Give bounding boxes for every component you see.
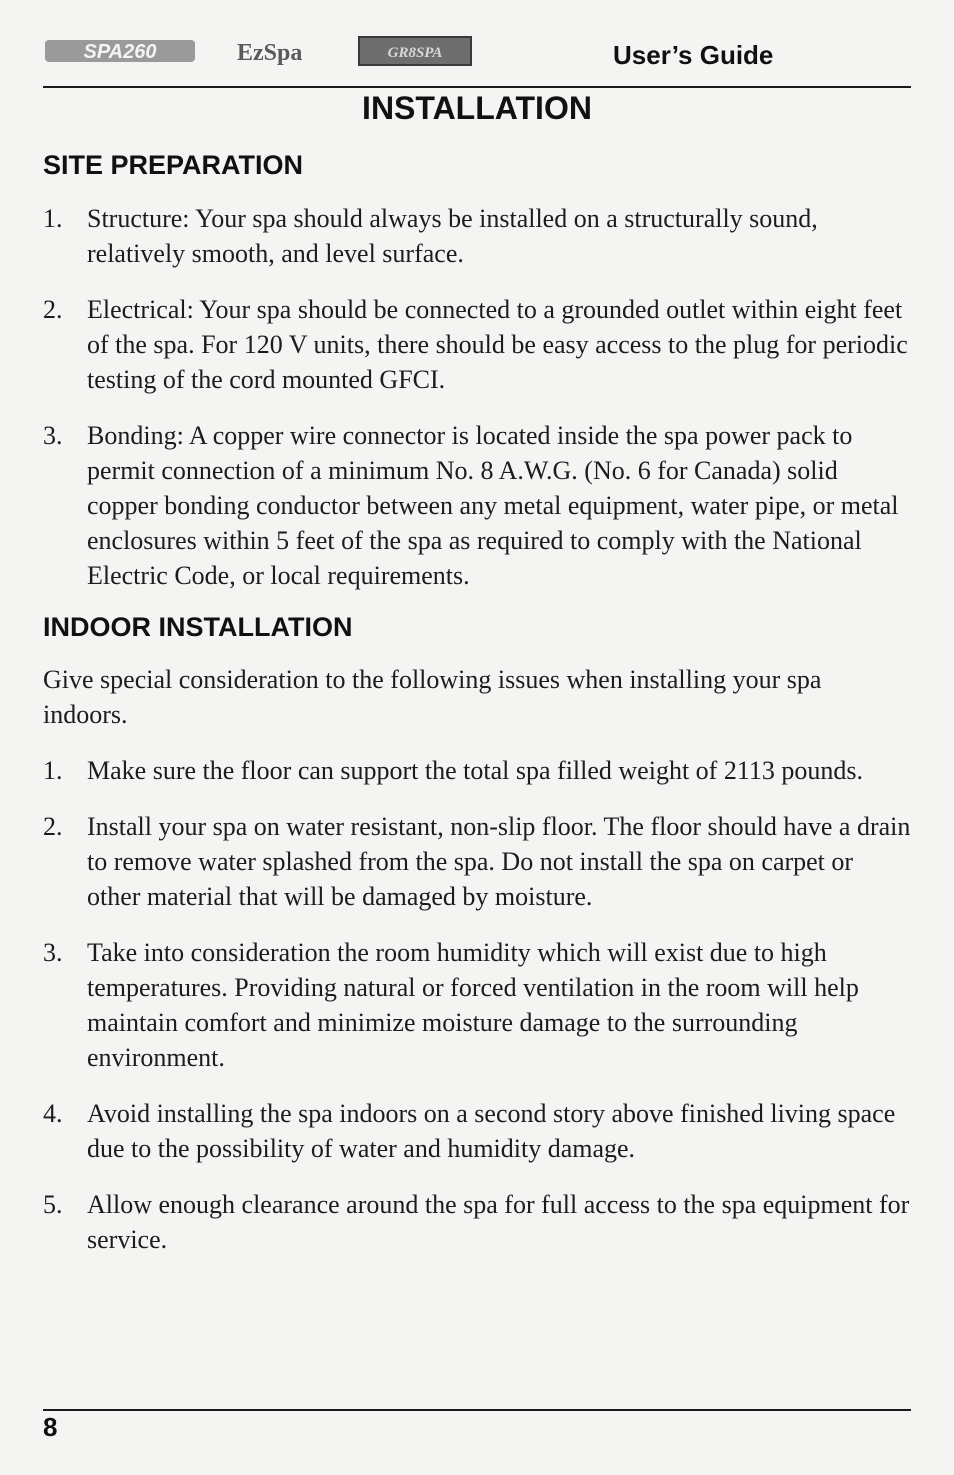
list-text: Install your spa on water resistant, non-slip floor. The floor should have a drain to remove water splashed from the spa. Do not install the spa on carpet or other material that will be damaged by moisture. bbox=[87, 812, 911, 911]
list-text: Electrical: Your spa should be connected to a grounded outlet within eight feet of the spa. For 120 V units, there should be easy access to the plug for periodic testing of the cord mounted GFCI. bbox=[87, 295, 908, 394]
spa260-logo-text: SPA260 bbox=[83, 41, 157, 63]
list-number: 5. bbox=[43, 1190, 63, 1219]
header-divider bbox=[43, 86, 911, 88]
indoor-item-floor-type bbox=[43, 809, 911, 914]
ezspa-logo bbox=[235, 36, 325, 66]
list-text: Avoid installing the spa indoors on a second story above finished living space due to the possibility of water and humidity damage. bbox=[87, 1099, 896, 1163]
gr8spa-logo bbox=[358, 34, 478, 68]
site-preparation-heading: SITE PREPARATION bbox=[43, 150, 304, 180]
site-item-bonding bbox=[43, 418, 911, 593]
spa260-logo bbox=[45, 36, 205, 66]
indoor-item-humidity bbox=[43, 935, 911, 1075]
list-number: 1. bbox=[43, 204, 63, 233]
list-text: Make sure the floor can support the total spa filled weight of 2113 pounds. bbox=[87, 756, 863, 785]
list-number: 3. bbox=[43, 421, 63, 450]
list-number: 3. bbox=[43, 938, 63, 967]
list-number: 2. bbox=[43, 812, 63, 841]
list-number: 2. bbox=[43, 295, 63, 324]
list-number: 1. bbox=[43, 756, 63, 785]
list-number: 4. bbox=[43, 1099, 63, 1128]
indoor-intro: Give special consideration to the following issues when installing your spa indoors. bbox=[43, 665, 822, 729]
page-header bbox=[43, 28, 911, 86]
ezspa-logo-text: EzSpa bbox=[237, 40, 303, 66]
site-item-electrical bbox=[43, 292, 911, 397]
site-item-structure bbox=[43, 201, 911, 271]
gr8spa-logo-text: GR8SPA bbox=[387, 45, 443, 61]
list-text: Structure: Your spa should always be installed on a structurally sound, relatively smooth, and level surface. bbox=[87, 204, 818, 268]
page-number: 8 bbox=[43, 1412, 58, 1442]
list-text: Take into consideration the room humidity which will exist due to high temperatures. Providing natural or forced ventilation in the room will help maintain comfort and minimize moisture damage to the surrounding environment. bbox=[87, 938, 859, 1072]
list-text: Bonding: A copper wire connector is located inside the spa power pack to permit connection of a minimum No. 8 A.W.G. (No. 6 for Canada) solid copper bonding conductor between any metal equipment, water pipe, or metal enclosures within 5 feet of the spa as required to comply with the National Electric Code, or local requirements. bbox=[87, 421, 899, 590]
indoor-item-clearance bbox=[43, 1187, 911, 1257]
footer-divider bbox=[43, 1409, 911, 1411]
indoor-item-second-story bbox=[43, 1096, 911, 1166]
page-title: INSTALLATION bbox=[362, 90, 592, 126]
indoor-item-floor-support bbox=[43, 753, 911, 788]
list-text: Allow enough clearance around the spa for full access to the spa equipment for service. bbox=[87, 1190, 910, 1254]
guide-title: User’s Guide bbox=[613, 40, 774, 70]
indoor-installation-heading: INDOOR INSTALLATION bbox=[43, 612, 353, 642]
